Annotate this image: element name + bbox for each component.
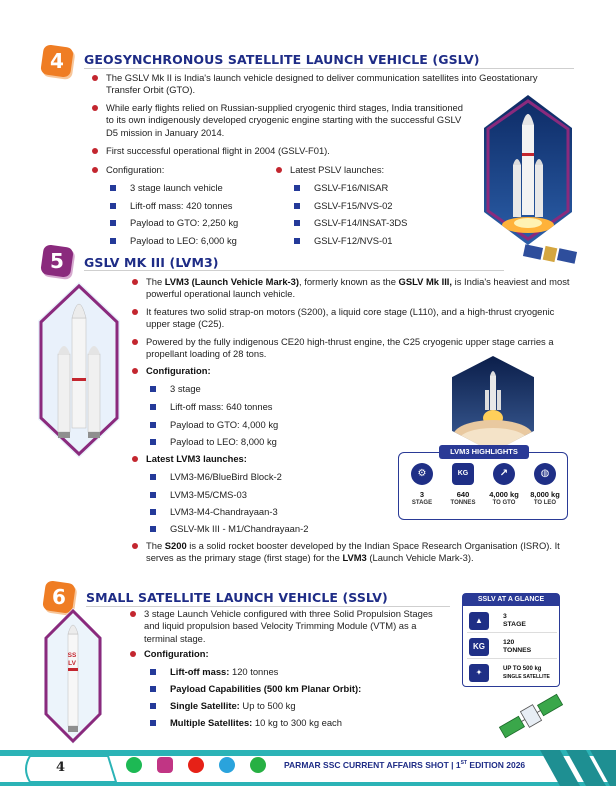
lvm3-paragraph-3: Powered by the fully indigenous CE20 high-thrust engine, the C25 cryogenic upper stage carries a propellant loading of 28 tons. [146, 336, 576, 361]
satellite-icon [522, 236, 578, 270]
bullet-icon [132, 368, 138, 374]
youtube-icon[interactable] [188, 757, 204, 773]
square-bullet-icon [150, 703, 156, 709]
highlight-mass: KG 640 TONNES [443, 463, 483, 506]
glance-stage: ▲ 3 STAGE [467, 609, 557, 633]
bullet-icon [92, 167, 98, 173]
highlight-stage: ⚙ 3 STAGE [402, 463, 442, 506]
lvm3-launches-label: Latest LVM3 launches: [146, 453, 346, 465]
square-bullet-icon [150, 509, 156, 515]
lvm3-config-item: Lift-off mass: 640 tonnes [170, 401, 273, 413]
gslv-launch-item: GSLV-F16/NISAR [314, 182, 388, 194]
square-bullet-icon [294, 203, 300, 209]
section-4-badge: 4 [40, 44, 74, 78]
lvm3-config-item: Payload to GTO: 4,000 kg [170, 419, 278, 431]
square-bullet-icon [150, 386, 156, 392]
sslv-rocket-image [44, 608, 102, 744]
gslv-rocket-image [484, 95, 572, 245]
page-number: 4 [56, 760, 66, 775]
gslv-paragraph-3: First successful operational flight in 2004 (GSLV-F01). [106, 145, 472, 157]
sslv-config-item: Multiple Satellites: 10 kg to 300 kg each [170, 717, 342, 729]
sslv-glance-box [462, 593, 560, 687]
sslv-rocket-lettering: SSLV [67, 652, 77, 667]
rocket-illustration [38, 282, 120, 458]
bullet-icon [132, 309, 138, 315]
lvm3-launch-item: LVM3-M4-Chandrayaan-3 [170, 506, 278, 518]
lvm3-paragraph-2: It features two solid strap-on motors (S200), a liquid core stage (L110), and a high-thrust cryogenic upper stage (C25). [146, 306, 576, 331]
gslv-config-item: Payload to LEO: 6,000 kg [130, 235, 237, 247]
telegram-icon[interactable] [219, 757, 235, 773]
section-6-title: SMALL SATELLITE LAUNCH VEHICLE (SSLV) [86, 590, 388, 605]
gslv-paragraph-1: The GSLV Mk II is India's launch vehicle designed to deliver communication satellites into Geostationary Transfer Orbit (GTO). [106, 72, 574, 97]
gslv-launch-item: GSLV-F15/NVS-02 [314, 200, 393, 212]
square-bullet-icon [110, 203, 116, 209]
lvm3-launch-item: GSLV-Mk III - M1/Chandrayaan-2 [170, 523, 308, 535]
square-bullet-icon [150, 404, 156, 410]
gslv-launch-item: GSLV-F14/INSAT-3DS [314, 217, 407, 229]
gslv-config-item: Payload to GTO: 2,250 kg [130, 217, 238, 229]
lvm3-launch-item: LVM3-M5/CMS-03 [170, 489, 247, 501]
bullet-icon [130, 651, 136, 657]
section-6-badge: 6 [42, 580, 76, 614]
square-bullet-icon [294, 185, 300, 191]
lvm3-launch-photo [452, 356, 534, 452]
section-5-title: GSLV MK III (LVM3) [84, 255, 219, 270]
glance-payload: ✦ UP TO 500 kg SINGLE SATELLITE [467, 661, 557, 685]
section-4-title: GEOSYNCHRONOUS SATELLITE LAUNCH VEHICLE (GSLV) [84, 52, 480, 67]
globe-icon: ◍ [534, 463, 556, 485]
orbit-icon: ↗ [493, 463, 515, 485]
bullet-icon [92, 105, 98, 111]
section-4-divider [84, 68, 574, 69]
lvm3-paragraph-1: The LVM3 (Launch Vehicle Mark-3), formerly known as the GSLV Mk III, is India's heaviest and most powerful operational launch vehicle. [146, 276, 576, 301]
gear-icon: ⚙ [411, 463, 433, 485]
square-bullet-icon [150, 686, 156, 692]
sslv-config-item: Lift-off mass: 120 tonnes [170, 666, 278, 678]
bullet-icon [92, 148, 98, 154]
satellite-icon: ✦ [469, 664, 489, 682]
section-5-divider [84, 270, 504, 271]
lvm3-highlights-title: LVM3 HIGHLIGHTS [439, 445, 529, 459]
gslv-launches-label: Latest PSLV launches: [290, 164, 470, 176]
sslv-config-item: Single Satellite: Up to 500 kg [170, 700, 296, 712]
weight-icon: KG [469, 638, 489, 656]
spotify-icon[interactable] [126, 757, 142, 773]
lvm3-config-item: Payload to LEO: 8,000 kg [170, 436, 277, 448]
square-bullet-icon [110, 185, 116, 191]
square-bullet-icon [150, 422, 156, 428]
bullet-icon [92, 75, 98, 81]
square-bullet-icon [294, 238, 300, 244]
square-bullet-icon [294, 220, 300, 226]
sslv-config-item: Payload Capabilities (500 km Planar Orbit): [170, 683, 361, 695]
instagram-icon[interactable] [157, 757, 173, 773]
highlight-gto: ↗ 4,000 kg TO GTO [484, 463, 524, 506]
sslv-config-label: Configuration: [144, 648, 344, 660]
rocket-illustration [44, 608, 102, 744]
sslv-paragraph-1: 3 stage Launch Vehicle configured with three Solid Propulsion Stages and liquid propulsion based Velocity Trimming Module (VTM) as a terminal stage. [144, 608, 448, 645]
square-bullet-icon [150, 492, 156, 498]
weight-icon: KG [452, 463, 474, 485]
gslv-config-label: Configuration: [106, 164, 256, 176]
bullet-icon [276, 167, 282, 173]
highlight-leo: ◍ 8,000 kg TO LEO [525, 463, 565, 506]
whatsapp-icon[interactable] [250, 757, 266, 773]
square-bullet-icon [150, 669, 156, 675]
gslv-launch-item: GSLV-F12/NVS-01 [314, 235, 393, 247]
square-bullet-icon [150, 439, 156, 445]
glance-mass: KG 120 TONNES [467, 635, 557, 659]
bullet-icon [132, 543, 138, 549]
square-bullet-icon [150, 474, 156, 480]
stage-icon: ▲ [469, 612, 489, 630]
section-5-badge: 5 [40, 244, 74, 278]
square-bullet-icon [110, 238, 116, 244]
rocket-illustration [484, 95, 572, 245]
gslv-config-item: 3 stage launch vehicle [130, 182, 223, 194]
gslv-paragraph-2: While early flights relied on Russian-supplied cryogenic third stages, India transitioned to its own indigenously developed cryogenic engine starting with the successful GSLV D5 mission in January 2014. [106, 102, 472, 139]
gslv-config-item: Lift-off mass: 420 tonnes [130, 200, 233, 212]
lvm3-highlights-box [398, 447, 568, 520]
s200-paragraph: The S200 is a solid rocket booster developed by the Indian Space Research Organisation (ISRO). It serves as the primary stage (first stage) for the LVM3 (Launch Vehicle Mark-3). [146, 540, 580, 565]
satellite-icon [496, 692, 566, 740]
bullet-icon [132, 339, 138, 345]
lvm3-config-item: 3 stage [170, 383, 201, 395]
footer-brand: PARMAR SSC CURRENT AFFAIRS SHOT | 1ST EDITION 2026 [284, 760, 526, 770]
lvm3-config-label: Configuration: [146, 365, 346, 377]
square-bullet-icon [150, 526, 156, 532]
lvm3-rocket-image [38, 282, 120, 458]
square-bullet-icon [150, 720, 156, 726]
bullet-icon [132, 279, 138, 285]
bullet-icon [132, 456, 138, 462]
launch-illustration [452, 356, 534, 452]
sslv-glance-title: SSLV AT A GLANCE [463, 594, 559, 606]
square-bullet-icon [110, 220, 116, 226]
section-6-divider [86, 606, 450, 607]
lvm3-launch-item: LVM3-M6/BlueBird Block-2 [170, 471, 282, 483]
bullet-icon [130, 611, 136, 617]
